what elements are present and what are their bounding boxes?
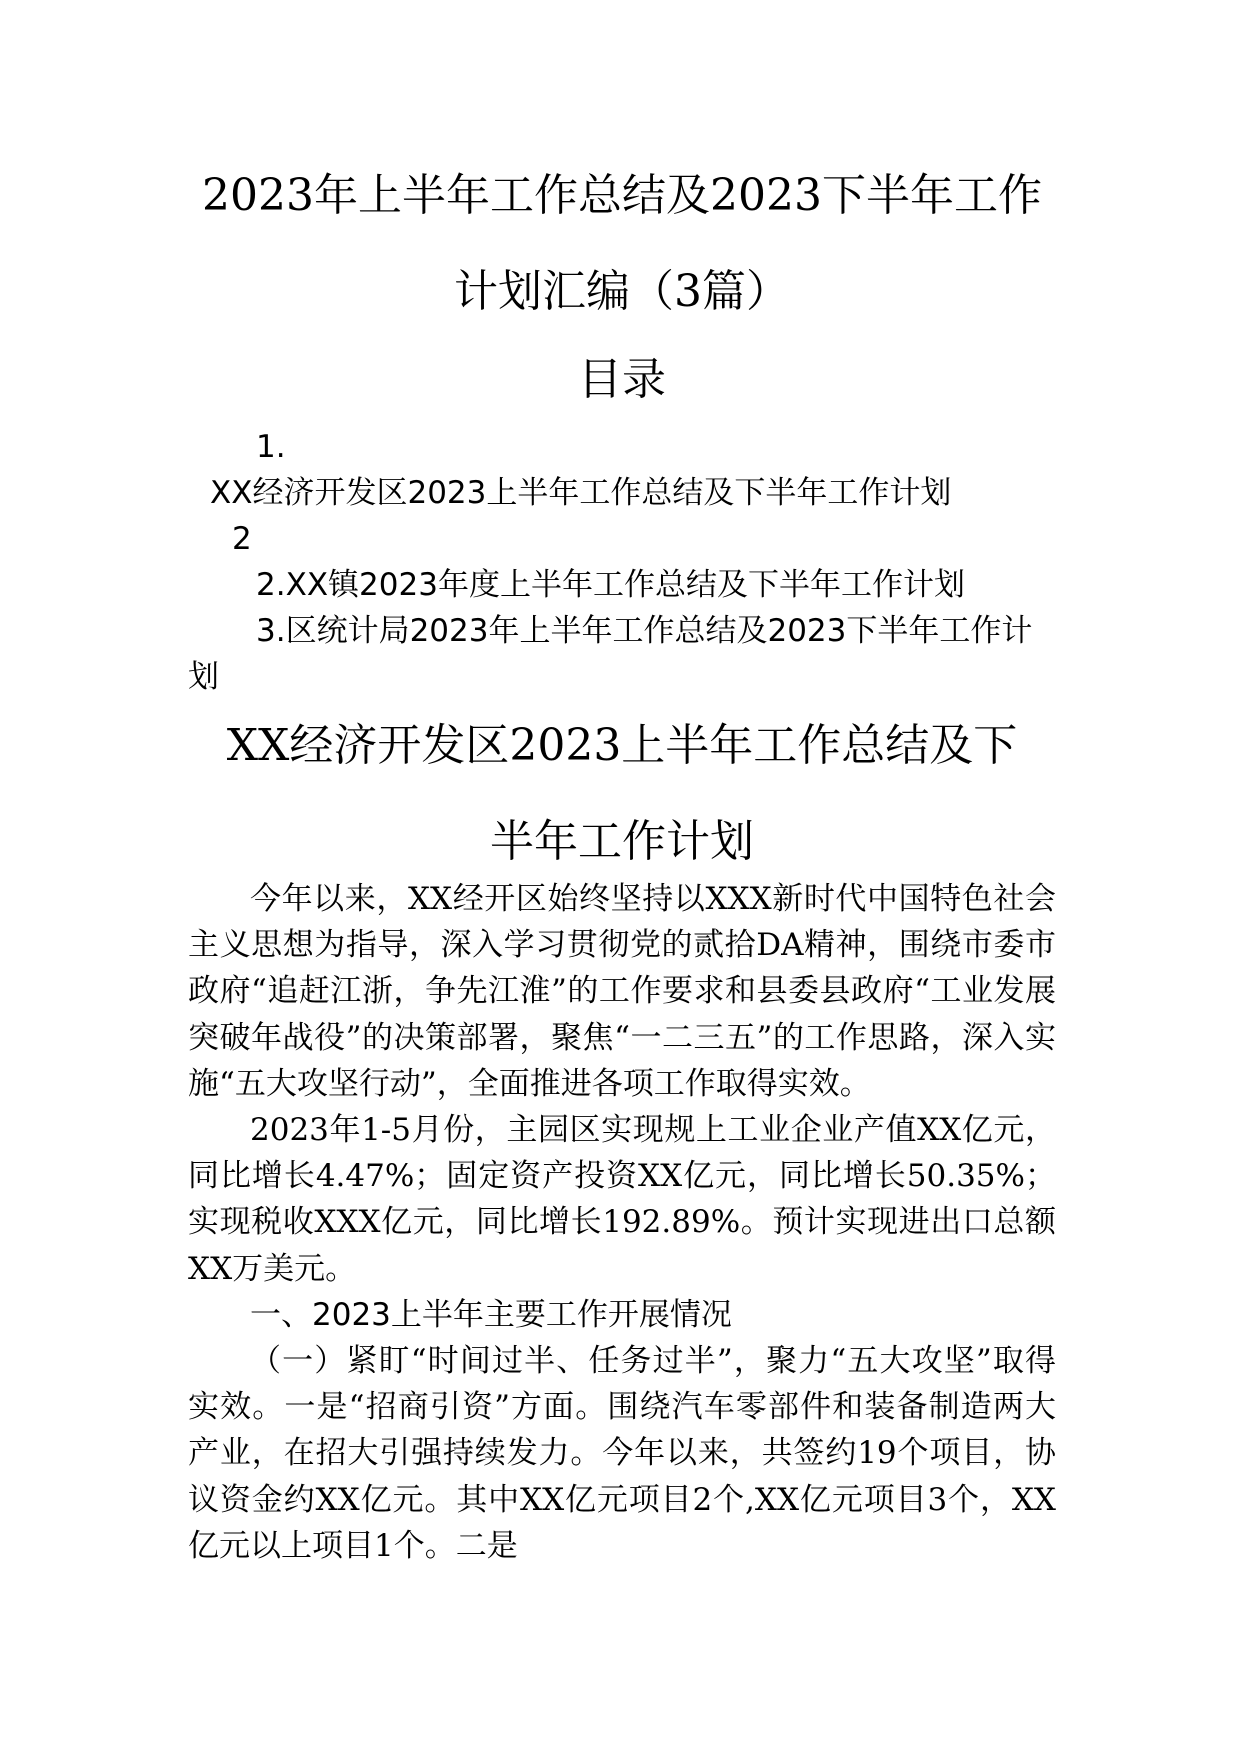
section-title xyxy=(188,698,1056,890)
toc-entry-number: 1. xyxy=(256,429,286,465)
body-paragraph: （一）紧盯“时间过半、任务过半”，聚力“五大攻坚”取得实效。一是“招商引资”方面。围绕汽车零部件和装备制造两大产业，在招大引强持续发力。今年以来，共签约19个项目，协议资金约XX亿元。其中XX亿元项目2个,XX亿元项目3个，XX亿元以上项目1个。二是 xyxy=(188,1343,1056,1564)
document-page xyxy=(188,0,1056,1754)
document-title xyxy=(188,148,1056,340)
toc-entry-number: 3. xyxy=(256,613,286,649)
body-paragraph: 2023年1-5月份，主园区实现规上工业企业产值XX亿元，同比增长4.47%；固定资产投资XX亿元，同比增长50.35%；实现税收XXX亿元，同比增长192.89%。预计实现进出口总额XX万美元。 xyxy=(188,1112,1056,1287)
document-body xyxy=(188,876,1056,1569)
toc-entry-2[interactable] xyxy=(188,562,1056,608)
section-heading: 一、2023上半年主要工作开展情况 xyxy=(250,1296,732,1333)
toc-entry-3[interactable] xyxy=(188,608,1056,700)
document-title-line2: 计划汇编（3篇） xyxy=(454,266,790,317)
body-paragraph: 今年以来，XX经开区始终坚持以XXX新时代中国特色社会主义思想为指导，深入学习贯彻党的贰拾DA精神，围绕市委市政府“追赶江浙，争先江淮”的工作要求和县委县政府“工业发展突破年战役”的决策部署，聚焦“一二三五”的工作思路，深入实施“五大攻坚行动”，全面推进各项工作取得实效。 xyxy=(188,881,1056,1102)
toc-heading: 目录 xyxy=(578,354,666,405)
document-title-line1: 2023年上半年工作总结及2023下半年工作 xyxy=(202,170,1042,221)
toc-entry-page: 2 xyxy=(232,521,252,557)
toc-entry-label: 区统计局2023年上半年工作总结及2023下半年工作计划 xyxy=(188,613,1033,695)
toc-entry-label: XX经济开发区2023上半年工作总结及下半年工作计划 xyxy=(210,475,952,511)
section-title-line2: 半年工作计划 xyxy=(490,816,754,867)
toc-entry-number: 2. xyxy=(256,567,286,603)
toc-entry-1[interactable] xyxy=(188,424,1056,562)
section-title-line1: XX经济开发区2023上半年工作总结及下 xyxy=(226,720,1018,771)
toc-entry-label: XX镇2023年度上半年工作总结及下半年工作计划 xyxy=(285,567,965,603)
table-of-contents xyxy=(188,424,1056,700)
